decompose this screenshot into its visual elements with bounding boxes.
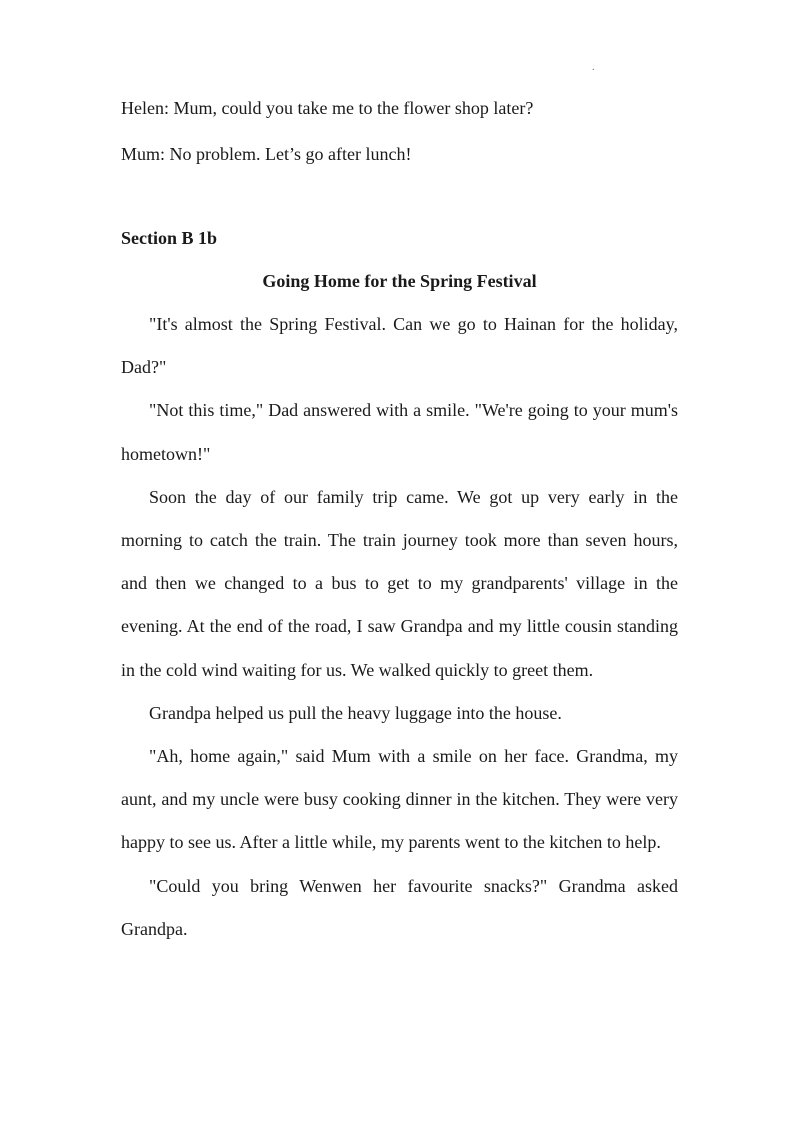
section-heading: Section B 1b xyxy=(121,228,218,248)
story-paragraph: Grandpa helped us pull the heavy luggage into the house. xyxy=(149,702,562,723)
story-paragraph: "Not this time," Dad answered with a smile. "We're going to your mum's hometown!" xyxy=(121,400,678,464)
page-content xyxy=(121,95,678,951)
story-paragraph: "Could you bring Wenwen her favourite snacks?" Grandma asked Grandpa. xyxy=(121,875,678,939)
story-paragraph: "It's almost the Spring Festival. Can we go to Hainan for the holiday, Dad?" xyxy=(121,314,678,378)
story-title: Going Home for the Spring Festival xyxy=(262,271,537,291)
story-paragraph: "Ah, home again," said Mum with a smile on her face. Grandma, my aunt, and my uncle were busy cooking dinner in the kitchen. They were very happy to see us. After a little while, my parents went to the kitchen to help. xyxy=(121,746,678,853)
story-paragraph: Soon the day of our family trip came. We got up very early in the morning to catch the train. The train journey took more than seven hours, and then we changed to a bus to get to my grandparents' village in the evening. At the end of the road, I saw Grandpa and my little cousin standing in the cold wind waiting for us. We walked quickly to greet them. xyxy=(121,486,678,680)
header-mark: . xyxy=(592,62,595,73)
story-body xyxy=(121,303,678,951)
dialogue-line-mum: Mum: No problem. Let’s go after lunch! xyxy=(121,144,412,164)
dialogue-line-helen: Helen: Mum, could you take me to the flower shop later? xyxy=(121,98,534,118)
